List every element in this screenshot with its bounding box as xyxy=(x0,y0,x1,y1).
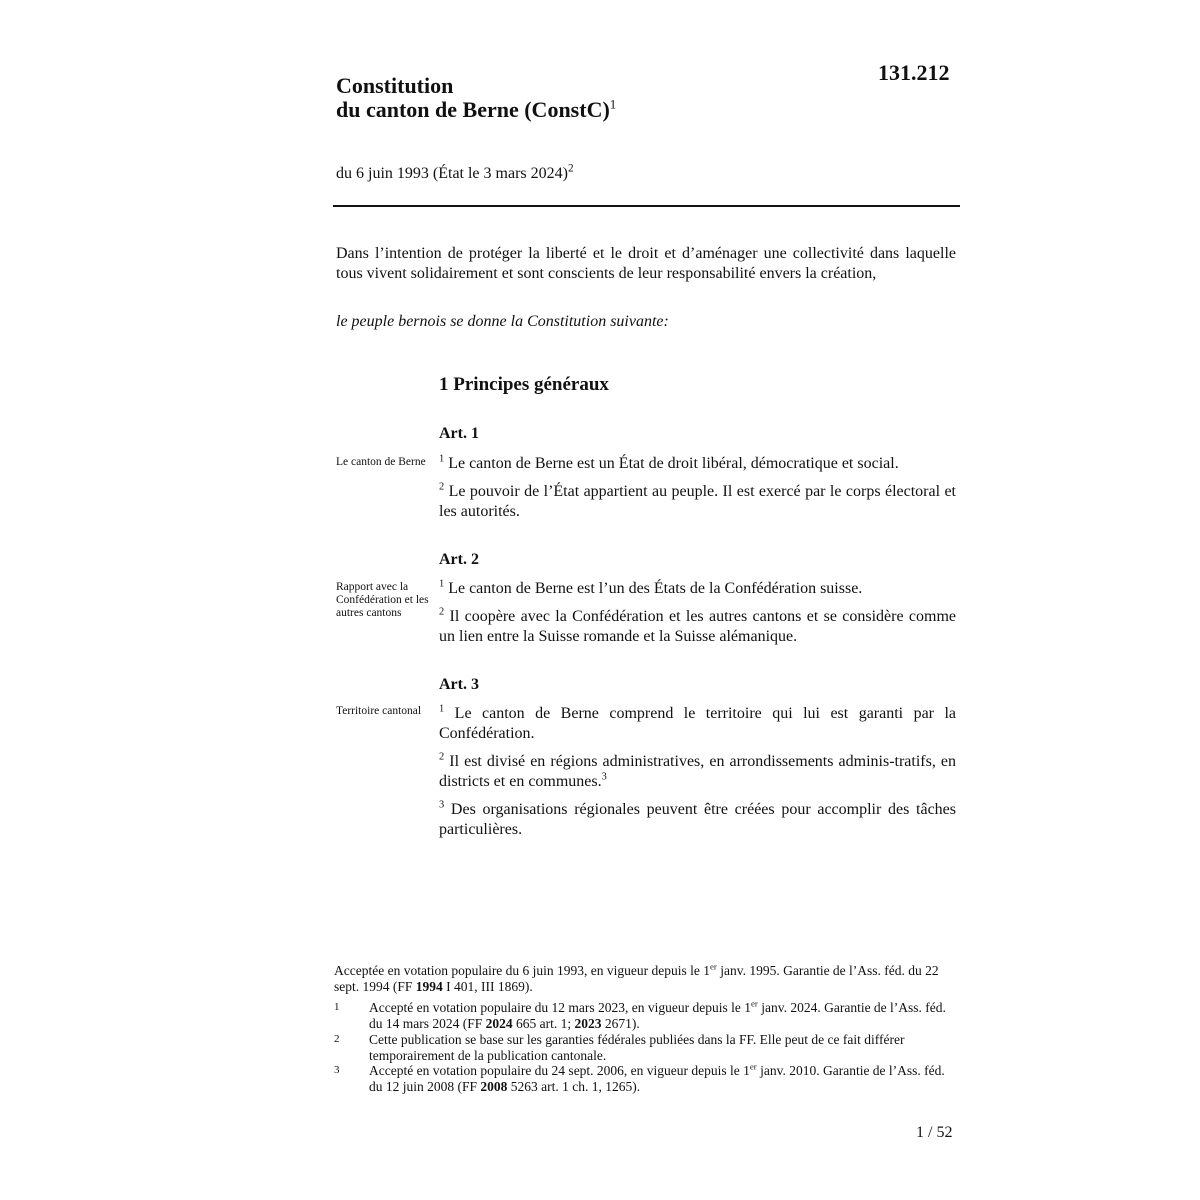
article-3-paragraph-2 xyxy=(439,752,956,792)
title-footnote-ref[interactable]: 1 xyxy=(609,96,617,112)
footnote-text: I 401, III 1869). xyxy=(442,978,533,994)
title-line-2-text: du canton de Berne (ConstC) xyxy=(336,97,610,122)
footnote-number: 3 xyxy=(334,1064,340,1076)
date-line xyxy=(336,162,574,183)
footnote-bold: 2023 xyxy=(574,1015,602,1031)
paragraph-number: 1 xyxy=(439,453,445,465)
footnote-text: 2671). xyxy=(601,1015,640,1031)
article-2-heading: Art. 2 xyxy=(439,551,479,568)
page-number: 1 / 52 xyxy=(916,1124,953,1141)
footnote-sup: er xyxy=(710,961,717,972)
article-3-heading: Art. 3 xyxy=(439,676,479,693)
paragraph-text: Il coopère avec la Confédération et les autres cantons et se considère comme un lien entre la Suisse romande et la Suisse alémanique. xyxy=(439,608,957,645)
footnote-bold: 2024 xyxy=(485,1015,513,1031)
chapter-title: 1 Principes généraux xyxy=(439,374,609,395)
footnote-text: janv. 2010. Garantie de l’Ass. féd. du 12 juin 2008 (FF xyxy=(369,1063,945,1094)
paragraph-number: 1 xyxy=(439,703,445,715)
footnote-text: Accepté en votation populaire du 24 sept. 2006, en vigueur depuis le 1 xyxy=(369,1063,750,1078)
footnote-bold: 1994 xyxy=(415,978,443,994)
footnote-text: Accepté en votation populaire du 12 mars 2023, en vigueur depuis le 1 xyxy=(369,1000,752,1015)
article-1-marginal-note: Le canton de Berne xyxy=(336,456,426,468)
footnote-intro xyxy=(334,963,956,994)
paragraph-number: 2 xyxy=(439,606,445,618)
footnote-body xyxy=(334,1063,956,1094)
article-1-heading: Art. 1 xyxy=(439,425,479,442)
paragraph-number: 2 xyxy=(439,751,445,763)
footnote-sup: er xyxy=(751,998,758,1009)
article-3-paragraph-3 xyxy=(439,800,956,840)
paragraph-text: Des organisations régionales peuvent être créées pour accomplir des tâches particulières. xyxy=(439,801,957,838)
footnote-body xyxy=(334,1000,956,1031)
paragraph-text: Le canton de Berne comprend le territoire qui lui est garanti par la Confédération. xyxy=(439,705,957,742)
paragraph-text: Le canton de Berne est un État de droit libéral, démocratique et social. xyxy=(448,455,899,472)
footnote-number: 1 xyxy=(334,1001,340,1013)
document-title xyxy=(336,74,616,122)
paragraph-number: 2 xyxy=(439,481,445,493)
footnote-body: Cette publication se base sur les garanties fédérales publiées dans la FF. Elle peut de ce fait différer temporairement de la publication cantonale. xyxy=(369,1032,905,1063)
footnote-text: Acceptée en votation populaire du 6 juin 1993, en vigueur depuis le 1 xyxy=(334,963,711,978)
date-text: du 6 juin 1993 (État le 3 mars 2024) xyxy=(336,165,568,182)
paragraph-number: 1 xyxy=(439,578,445,590)
preamble-italic-line: le peuple bernois se donne la Constitution suivante: xyxy=(336,313,669,330)
article-1-paragraph-1 xyxy=(439,454,956,474)
paragraph-text: Il est divisé en régions administratives, en arrondissements adminis-tratifs, en districts et en communes. xyxy=(439,753,957,790)
article-2-paragraph-1 xyxy=(439,579,956,599)
footnote-text: 5263 art. 1 ch. 1, 1265). xyxy=(507,1078,641,1094)
footnote-sup: er xyxy=(749,1061,757,1072)
title-line-2 xyxy=(336,98,616,122)
paragraph-text: Le canton de Berne est l’un des États de la Confédération suisse. xyxy=(448,580,863,597)
title-line-1: Constitution xyxy=(336,73,454,98)
footnote-2 xyxy=(334,1032,956,1063)
article-3-marginal-note: Territoire cantonal xyxy=(336,705,422,717)
document-number: 131.212 xyxy=(878,60,950,85)
footnote-3 xyxy=(334,1063,956,1094)
footnote-number: 2 xyxy=(334,1033,340,1045)
paragraph-footnote-ref[interactable]: 3 xyxy=(601,771,607,783)
article-2-paragraph-2 xyxy=(439,607,956,647)
paragraph-text: Le pouvoir de l’État appartient au peuple. Il est exercé par le corps électoral et les autorités. xyxy=(439,483,956,520)
article-1-paragraph-2 xyxy=(439,482,956,522)
footnote-text: 665 art. 1; xyxy=(512,1015,575,1031)
date-footnote-ref[interactable]: 2 xyxy=(567,162,574,175)
article-2-marginal-note: Rapport avec la Confédération et les autres cantons xyxy=(336,581,429,619)
paragraph-number: 3 xyxy=(439,799,445,811)
footnote-text: janv. 1995. Garantie de l’Ass. féd. du 22 sept. 1994 (FF xyxy=(334,963,939,994)
article-3-paragraph-1 xyxy=(439,704,956,744)
footnote-bold: 2008 xyxy=(480,1078,508,1094)
footnote-text: janv. 2024. Garantie de l’Ass. féd. du 14 mars 2024 (FF xyxy=(369,1000,946,1031)
header-divider xyxy=(333,205,960,207)
footnote-1 xyxy=(334,1000,956,1031)
preamble-text: Dans l’intention de protéger la liberté et le droit et d’aménager une collectivité dans laquelle tous vivent solidairement et sont conscients de leur responsabilité envers la création, xyxy=(336,245,956,282)
